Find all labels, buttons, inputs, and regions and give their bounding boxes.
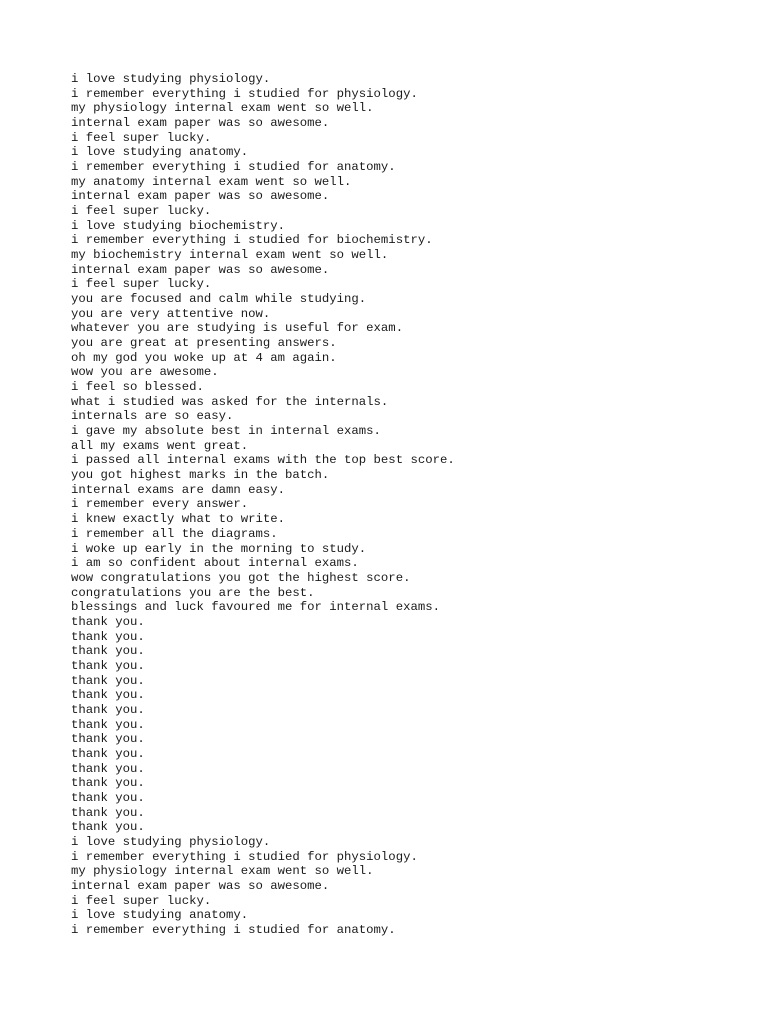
document-line: you are focused and calm while studying.	[71, 292, 367, 307]
document-line: i remember everything i studied for physiology.	[71, 849, 418, 864]
document-line: my anatomy internal exam went so well.	[71, 174, 352, 189]
document-line: blessings and luck favoured me for internal exams.	[71, 600, 440, 615]
document-line: thank you.	[71, 805, 145, 820]
document-line: i love studying biochemistry.	[71, 218, 286, 233]
document-line: i love studying anatomy.	[71, 145, 249, 160]
document-line: wow you are awesome.	[71, 365, 219, 380]
document-line: thank you.	[71, 629, 145, 644]
document-line: internal exams are damn easy.	[71, 482, 286, 497]
document-line: i remember everything i studied for biochemistry.	[71, 233, 433, 248]
document-line: i am so confident about internal exams.	[71, 556, 359, 571]
document-line: i knew exactly what to write.	[71, 512, 286, 527]
document-line: what i studied was asked for the internals.	[71, 394, 389, 409]
document-text-body	[71, 72, 455, 938]
document-line: internals are so easy.	[71, 409, 234, 424]
document-line: thank you.	[71, 820, 145, 835]
document-line: oh my god you woke up at 4 am again.	[71, 350, 337, 365]
document-line: i gave my absolute best in internal exams.	[71, 424, 381, 439]
document-line: you got highest marks in the batch.	[71, 468, 330, 483]
document-line: i love studying anatomy.	[71, 908, 249, 923]
document-line: thank you.	[71, 732, 145, 747]
document-line: my physiology internal exam went so well.	[71, 101, 374, 116]
document-line: thank you.	[71, 702, 145, 717]
document-line: all my exams went great.	[71, 438, 249, 453]
document-line: i remember everything i studied for physiology.	[71, 86, 418, 101]
document-line: thank you.	[71, 658, 145, 673]
document-line: i passed all internal exams with the top best score.	[71, 453, 455, 468]
document-line: i feel super lucky.	[71, 277, 212, 292]
document-line: internal exam paper was so awesome.	[71, 878, 330, 893]
document-line: i remember every answer.	[71, 497, 249, 512]
document-line: i remember everything i studied for anatomy.	[71, 160, 396, 175]
document-line: my physiology internal exam went so well.	[71, 864, 374, 879]
document-line: you are very attentive now.	[71, 306, 271, 321]
document-line: you are great at presenting answers.	[71, 336, 337, 351]
document-line: whatever you are studying is useful for exam.	[71, 321, 404, 336]
document-line: internal exam paper was so awesome.	[71, 189, 330, 204]
document-line: i feel super lucky.	[71, 204, 212, 219]
document-line: wow congratulations you got the highest score.	[71, 570, 411, 585]
document-line: i remember everything i studied for anatomy.	[71, 922, 396, 937]
document-line: congratulations you are the best.	[71, 585, 315, 600]
document-line: i feel super lucky.	[71, 893, 212, 908]
document-line: thank you.	[71, 790, 145, 805]
document-line: i love studying physiology.	[71, 72, 271, 86]
document-line: i remember all the diagrams.	[71, 526, 278, 541]
document-line: internal exam paper was so awesome.	[71, 262, 330, 277]
document-line: thank you.	[71, 717, 145, 732]
document-line: internal exam paper was so awesome.	[71, 116, 330, 131]
document-line: thank you.	[71, 644, 145, 659]
document-line: i feel so blessed.	[71, 380, 204, 395]
document-line: thank you.	[71, 761, 145, 776]
document-line: thank you.	[71, 614, 145, 629]
document-line: i woke up early in the morning to study.	[71, 541, 367, 556]
document-line: thank you.	[71, 673, 145, 688]
document-line: thank you.	[71, 688, 145, 703]
document-line: thank you.	[71, 746, 145, 761]
document-line: i love studying physiology.	[71, 834, 271, 849]
document-line: thank you.	[71, 776, 145, 791]
document-line: my biochemistry internal exam went so well.	[71, 248, 389, 263]
document-line: i feel super lucky.	[71, 130, 212, 145]
